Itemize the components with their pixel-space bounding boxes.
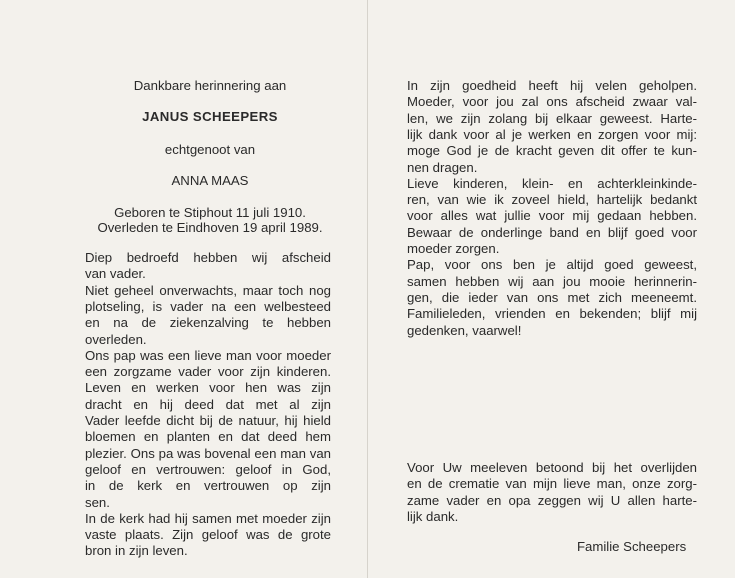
family-signature: Familie Scheepers <box>577 539 687 554</box>
relation-text: echtgenoot van <box>164 142 256 157</box>
text-line: Voor Uw meeleven betoond bij het overlijden <box>407 460 697 475</box>
text-line: en na de ziekenzalving te hebben <box>85 315 331 331</box>
card-fold <box>367 0 368 578</box>
death-line: Overleden te Eindhoven 19 april 1989. <box>97 220 323 235</box>
spouse-name: ANNA MAAS <box>171 173 249 188</box>
text-line: nen dragen. <box>407 159 478 175</box>
text-line: gen, die ieder van ons met zich meeneemt. <box>407 289 697 305</box>
text-line: zame vader en opa zeggen wij U allen harte- <box>407 492 697 508</box>
text-line: Leven en werken voor hen was zijn <box>85 380 331 396</box>
text-line: vaste plaats. Zijn geloof was de grote <box>85 527 331 543</box>
text-line: Moeder, voor jou zal ons afscheid zwaar val- <box>407 94 697 110</box>
text-line: geloof en vertrouwen: geloof in God, <box>85 461 331 477</box>
text-line: Diep bedroefd hebben wij afscheid <box>85 250 331 265</box>
text-line: samen hebben wij aan jou mooie herinnerin- <box>407 273 697 289</box>
text-line: len, we zijn zolang bij elkaar geweest. Harte- <box>407 110 697 126</box>
text-line: plotseling, is vader na een welbesteed <box>85 298 331 314</box>
text-line: en de crematie van mijn lieve man, onze zorg- <box>407 476 697 492</box>
text-line: lijk dank voor al je werken en zorgen voor mij: <box>407 126 697 142</box>
text-line: In zijn goedheid heeft hij velen geholpen. <box>407 78 697 93</box>
text-line: gedenken, vaarwel! <box>407 322 522 338</box>
deceased-name: JANUS SCHEEPERS <box>142 109 278 124</box>
text-line: lijk dank. <box>407 508 459 524</box>
text-line: Vader leefde dicht bij de natuur, hij hield <box>85 413 331 428</box>
text-line: Bewaar de onderlinge band en blijf goed voor <box>407 224 697 240</box>
text-line: bloemen en planten en dat deed hem <box>85 429 331 445</box>
text-line: voor alles wat jullie voor mij gedaan hebben. <box>407 208 697 224</box>
text-line: Lieve kinderen, klein- en achterkleinkinde- <box>407 175 697 191</box>
intro-text: Dankbare herinnering aan <box>133 78 287 93</box>
text-line: in de kerk en vertrouwen op zijn <box>85 478 331 494</box>
text-line: bron in zijn leven. <box>85 543 188 559</box>
text-line: dracht en hij deed dat met al zijn <box>85 396 331 412</box>
text-line: een zorgzame vader voor zijn kinderen. <box>85 364 331 380</box>
text-line: Niet geheel onverwachts, maar toch nog <box>85 282 331 298</box>
text-line: Pap, voor ons ben je altijd goed geweest, <box>407 257 697 273</box>
text-line: Familieleden, vrienden en bekenden; blijf mij <box>407 306 697 322</box>
text-line: overleden. <box>85 331 147 347</box>
text-line: moge God je de kracht geven dit offer te kun- <box>407 143 697 159</box>
text-line: sen. <box>85 494 110 510</box>
birth-line: Geboren te Stiphout 11 juli 1910. <box>114 205 306 220</box>
text-line: Ons pap was een lieve man voor moeder <box>85 347 331 363</box>
text-line: ren, van wie ik zoveel hield, hartelijk bedankt <box>407 192 697 208</box>
text-line: moeder zorgen. <box>407 241 500 256</box>
text-line: plezier. Ons pa was bovenal een man van <box>85 445 331 461</box>
text-line: van vader. <box>85 266 146 282</box>
text-line: In de kerk had hij samen met moeder zijn <box>85 510 331 526</box>
